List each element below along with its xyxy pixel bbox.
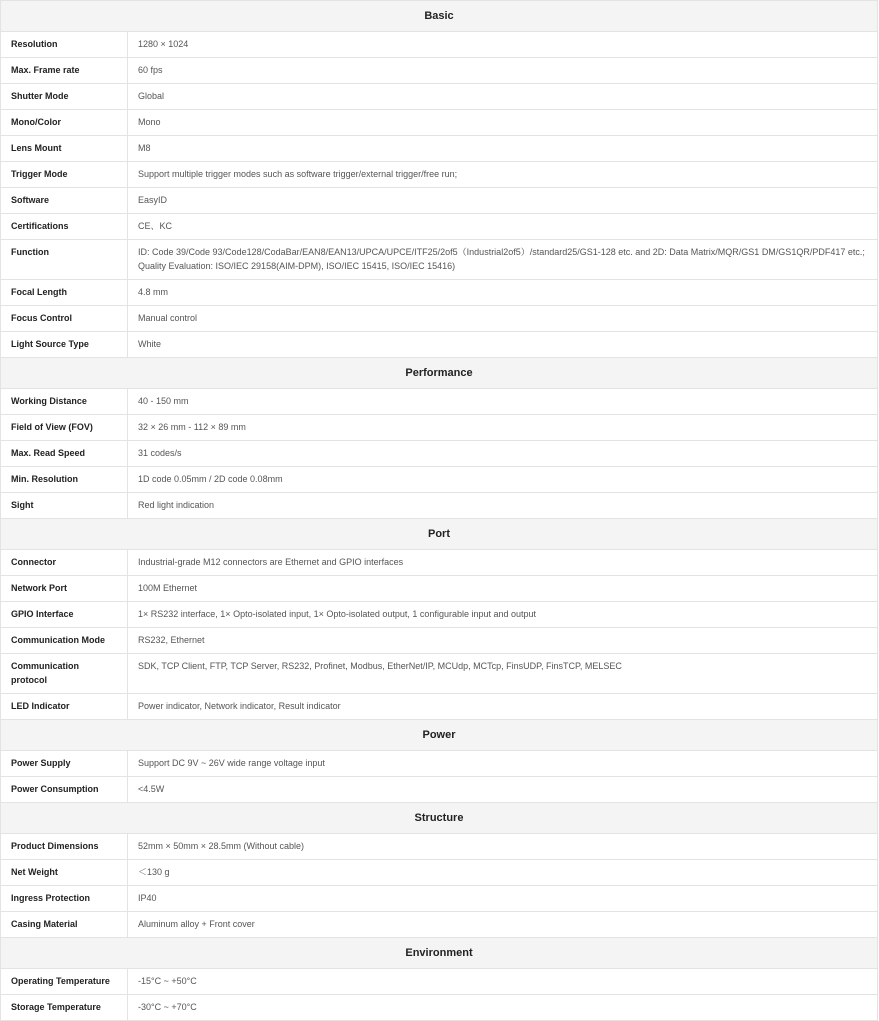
spec-label: Light Source Type xyxy=(1,332,128,358)
spec-row xyxy=(1,777,878,803)
spec-row xyxy=(1,969,878,995)
spec-row xyxy=(1,280,878,306)
spec-value: Manual control xyxy=(128,306,878,332)
spec-label: Focus Control xyxy=(1,306,128,332)
spec-label: Communication Mode xyxy=(1,628,128,654)
spec-label: Storage Temperature xyxy=(1,995,128,1021)
spec-row xyxy=(1,136,878,162)
spec-row xyxy=(1,84,878,110)
spec-label: Network Port xyxy=(1,576,128,602)
spec-value: Power indicator, Network indicator, Result indicator xyxy=(128,694,878,720)
spec-row xyxy=(1,694,878,720)
spec-value: 100M Ethernet xyxy=(128,576,878,602)
spec-label: Power Supply xyxy=(1,751,128,777)
spec-label: Certifications xyxy=(1,214,128,240)
spec-value: IP40 xyxy=(128,886,878,912)
spec-label: GPIO Interface xyxy=(1,602,128,628)
spec-label: Product Dimensions xyxy=(1,834,128,860)
spec-label: Power Consumption xyxy=(1,777,128,803)
spec-row xyxy=(1,389,878,415)
spec-label: Ingress Protection xyxy=(1,886,128,912)
spec-label: Connector xyxy=(1,550,128,576)
spec-value: 32 × 26 mm - 112 × 89 mm xyxy=(128,415,878,441)
spec-value: 31 codes/s xyxy=(128,441,878,467)
section-title: Power xyxy=(1,720,878,751)
spec-label: Net Weight xyxy=(1,860,128,886)
spec-label: Function xyxy=(1,240,128,280)
section-header-port xyxy=(1,519,878,550)
section-header-basic xyxy=(1,1,878,32)
spec-label: Trigger Mode xyxy=(1,162,128,188)
spec-row xyxy=(1,32,878,58)
spec-value: 1× RS232 interface, 1× Opto-isolated input, 1× Opto-isolated output, 1 configurable input and output xyxy=(128,602,878,628)
spec-row xyxy=(1,493,878,519)
section-header-performance xyxy=(1,358,878,389)
spec-label: Min. Resolution xyxy=(1,467,128,493)
spec-label: Working Distance xyxy=(1,389,128,415)
section-header-structure xyxy=(1,803,878,834)
spec-value: 60 fps xyxy=(128,58,878,84)
spec-value: Mono xyxy=(128,110,878,136)
spec-value: <4.5W xyxy=(128,777,878,803)
spec-row xyxy=(1,628,878,654)
spec-value: M8 xyxy=(128,136,878,162)
spec-value: 52mm × 50mm × 28.5mm (Without cable) xyxy=(128,834,878,860)
spec-value: Aluminum alloy + Front cover xyxy=(128,912,878,938)
spec-row xyxy=(1,110,878,136)
spec-row xyxy=(1,886,878,912)
spec-row xyxy=(1,467,878,493)
spec-row xyxy=(1,860,878,886)
spec-value: 1D code 0.05mm / 2D code 0.08mm xyxy=(128,467,878,493)
spec-value: EasyID xyxy=(128,188,878,214)
spec-label: Communication protocol xyxy=(1,654,128,694)
spec-row xyxy=(1,654,878,694)
spec-label: Focal Length xyxy=(1,280,128,306)
spec-label: Resolution xyxy=(1,32,128,58)
spec-value: CE、KC xyxy=(128,214,878,240)
spec-row xyxy=(1,214,878,240)
spec-value: ID: Code 39/Code 93/Code128/CodaBar/EAN8/EAN13/UPCA/UPCE/ITF25/2of5（Industrial2of5）/standard25/GS1-128 etc. and 2D: Data Matrix/MQR/GS1 DM/GS1QR/PDF417 etc.; Quality Evaluation: ISO/IEC 29158(AIM-DPM), ISO/IEC 15415, ISO/IEC 15416) xyxy=(128,240,878,280)
spec-row xyxy=(1,995,878,1021)
spec-label: Sight xyxy=(1,493,128,519)
spec-row xyxy=(1,576,878,602)
spec-value: Industrial-grade M12 connectors are Ethernet and GPIO interfaces xyxy=(128,550,878,576)
spec-row xyxy=(1,306,878,332)
spec-value: White xyxy=(128,332,878,358)
spec-row xyxy=(1,332,878,358)
spec-value: SDK, TCP Client, FTP, TCP Server, RS232, Profinet, Modbus, EtherNet/IP, MCUdp, MCTcp, FinsUDP, FinsTCP, MELSEC xyxy=(128,654,878,694)
section-title: Port xyxy=(1,519,878,550)
spec-label: Mono/Color xyxy=(1,110,128,136)
spec-value: RS232, Ethernet xyxy=(128,628,878,654)
spec-label: Shutter Mode xyxy=(1,84,128,110)
spec-row xyxy=(1,550,878,576)
spec-row xyxy=(1,415,878,441)
spec-label: Operating Temperature xyxy=(1,969,128,995)
spec-label: Max. Frame rate xyxy=(1,58,128,84)
spec-value: -30°C ~ +70°C xyxy=(128,995,878,1021)
spec-label: Casing Material xyxy=(1,912,128,938)
spec-value: 40 - 150 mm xyxy=(128,389,878,415)
section-title: Basic xyxy=(1,1,878,32)
section-title: Performance xyxy=(1,358,878,389)
spec-row xyxy=(1,240,878,280)
spec-row xyxy=(1,834,878,860)
section-title: Environment xyxy=(1,938,878,969)
spec-label: Software xyxy=(1,188,128,214)
spec-label: Field of View (FOV) xyxy=(1,415,128,441)
section-header-power xyxy=(1,720,878,751)
spec-label: LED Indicator xyxy=(1,694,128,720)
spec-row xyxy=(1,602,878,628)
spec-row xyxy=(1,58,878,84)
spec-value: -15°C ~ +50°C xyxy=(128,969,878,995)
spec-value: 1280 × 1024 xyxy=(128,32,878,58)
spec-label: Lens Mount xyxy=(1,136,128,162)
section-header-environment xyxy=(1,938,878,969)
spec-value: Global xyxy=(128,84,878,110)
spec-row xyxy=(1,188,878,214)
spec-value: Support multiple trigger modes such as software trigger/external trigger/free run; xyxy=(128,162,878,188)
spec-value: Red light indication xyxy=(128,493,878,519)
spec-row xyxy=(1,162,878,188)
spec-label: Max. Read Speed xyxy=(1,441,128,467)
section-title: Structure xyxy=(1,803,878,834)
spec-row xyxy=(1,441,878,467)
spec-row xyxy=(1,751,878,777)
spec-value: Support DC 9V ~ 26V wide range voltage input xyxy=(128,751,878,777)
spec-value: ＜130 g xyxy=(128,860,878,886)
spec-table-body xyxy=(1,1,878,1021)
spec-value: 4.8 mm xyxy=(128,280,878,306)
spec-row xyxy=(1,912,878,938)
